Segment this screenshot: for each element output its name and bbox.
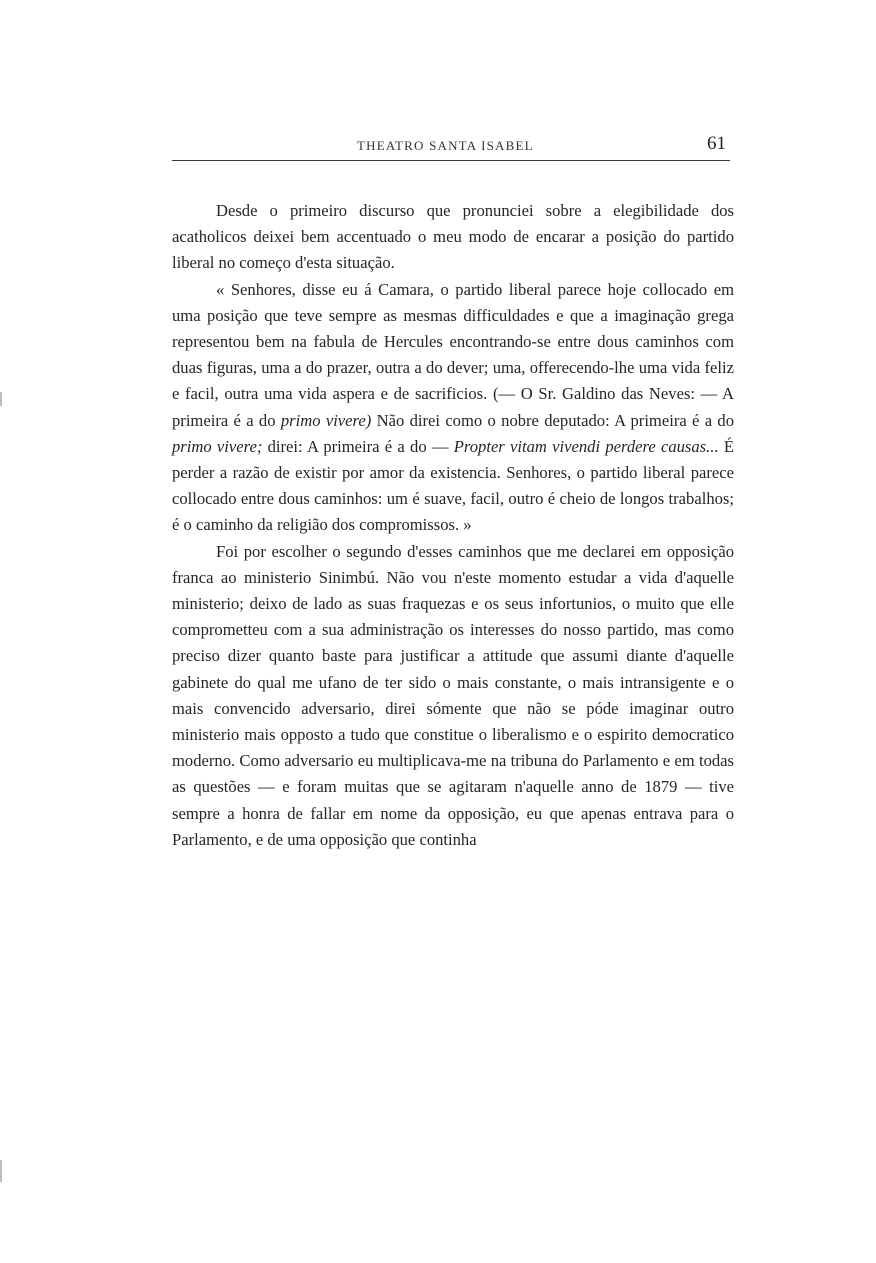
latin-phrase: primo vivere; <box>172 436 263 456</box>
paragraph-2-text: Não direi como o nobre deputado: A primeira é a do <box>371 410 735 430</box>
latin-quotation: Propter vitam vivendi perdere causas... <box>453 436 719 456</box>
paragraph-2 <box>172 277 734 539</box>
running-title: THEATRO SANTA ISABEL <box>357 138 534 153</box>
running-head <box>172 132 732 154</box>
header-rule <box>172 160 730 161</box>
scan-edge-mark <box>0 392 2 406</box>
page-number: 61 <box>707 133 726 154</box>
paragraph-2-text: É perder a razão de existir por amor da existencia. Senhores, o partido liberal parece collocado entre dous caminhos: um é suave, facil, outro é cheio de longos trabalhos; é o caminho da religião dos compromissos. » <box>172 436 734 535</box>
paragraph-3: Foi por escolher o segundo d'esses caminhos que me declarei em opposição franca ao ministerio Sinimbú. Não vou n'este momento estudar a vida d'aquelle ministerio; deixo de lado as suas fraquezas e os seus infortunios, o muito que elle compromettеu com a sua administração os interesses do nosso partido, mas como preciso dizer quanto baste para justificar a attitude que assumi diante d'aquelle gabinete do qual me ufano de ter sido o mais constante, o mais intransigente e o mais convencido adversario, direi sómente que não se póde imaginar outro ministerio mais opposto a tudo que constitue o liberalismo e o espirito democratico moderno. Como adversario eu multiplicava-me na tribuna do Parlamento e em todas as questões — e foram muitas que se agitaram n'aquelle anno de 1879 — tive sempre a honra de fallar em nome da opposição, eu que apenas entrava para o Parlamento, e de uma opposição que continha <box>172 541 734 849</box>
latin-phrase: primo vivere) <box>280 410 372 430</box>
scan-edge-mark <box>0 1160 2 1182</box>
paragraph-2-text: direi: A primeira é a do — <box>262 436 454 456</box>
paragraph-1: Desde o primeiro discurso que pronunciei sobre a elegibilidade dos acatholicos deixei bem accentuado o meu modo de encarar a posição do partido liberal no começo d'esta situação. <box>172 201 734 273</box>
body-text <box>172 198 734 853</box>
paragraph-2-text: « Senhores, disse eu á Camara, o partido liberal parece hoje collocado em uma posição que teve sempre as mesmas difficuldades e que a imaginação grega representou bem na fabula de Hercules encontrando-se entre dous caminhos com duas figuras, uma a do prazer, outra a do dever; uma, offerecendo-lhe uma vida feliz e facil, outra uma vida aspera e de sacrificios. (— O Sr. Galdino das Neves: — A primeira é a do <box>172 279 734 430</box>
